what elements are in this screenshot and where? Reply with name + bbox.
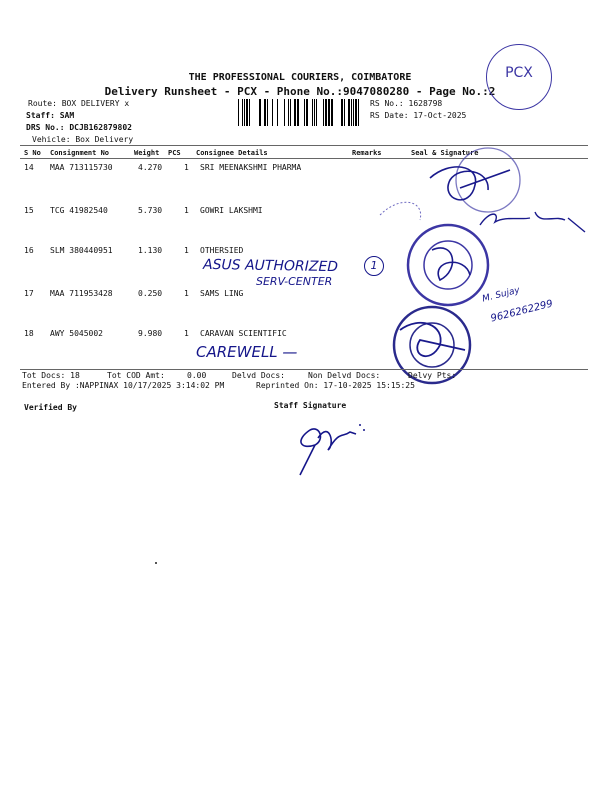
tot-cod-label: Tot COD Amt: bbox=[107, 371, 165, 380]
handwritten-name: M. Sujay bbox=[481, 285, 521, 305]
barcode-bar bbox=[290, 99, 291, 126]
row-pcs: 1 bbox=[184, 246, 189, 255]
col-sno: S No bbox=[24, 149, 41, 157]
col-pcs: PCS bbox=[168, 149, 181, 157]
barcode-bar bbox=[331, 99, 333, 126]
row-weight: 1.130 bbox=[138, 246, 163, 255]
delvd-docs: Delvd Docs: bbox=[232, 371, 285, 380]
row-pcs: 1 bbox=[184, 289, 189, 298]
barcode-bar bbox=[238, 99, 239, 126]
staff-signature-mark bbox=[280, 410, 370, 480]
row-consignment: TCG 41982540 bbox=[50, 206, 108, 215]
barcode bbox=[238, 99, 366, 126]
row-sno: 17 bbox=[24, 289, 34, 298]
col-consignee: Consignee Details bbox=[196, 149, 268, 157]
delvy-pts: Delvy Pts: bbox=[408, 371, 457, 380]
barcode-bar bbox=[294, 99, 296, 126]
row-consignment: MAA 713115730 bbox=[50, 163, 113, 172]
signature-sci bbox=[400, 323, 465, 356]
barcode-bar bbox=[288, 99, 289, 126]
barcode-bar bbox=[277, 99, 278, 126]
signature-right bbox=[480, 212, 585, 232]
stamp-top-ring bbox=[456, 148, 520, 212]
pcx-stamp-text: PCX bbox=[505, 65, 533, 81]
tot-cod-value: 0.00 bbox=[187, 371, 207, 380]
row-consignee: CARAVAN SCIENTIFIC bbox=[200, 329, 287, 338]
barcode-bar bbox=[297, 99, 299, 126]
entered-by: Entered By :NAPPINAX 10/17/2025 3:14:02 PM bbox=[22, 381, 225, 390]
barcode-bar bbox=[246, 99, 248, 126]
row-consignment: MAA 711953428 bbox=[50, 289, 113, 298]
barcode-bar bbox=[306, 99, 308, 126]
stamp-ram-outer bbox=[408, 225, 488, 305]
signature-top bbox=[430, 167, 510, 200]
barcode-bar bbox=[249, 99, 250, 126]
handwritten-carewell: CAREWELL — bbox=[196, 343, 298, 361]
barcode-bar bbox=[341, 99, 343, 126]
rs-number: RS No.: 1628798 bbox=[370, 99, 443, 108]
handwritten-circled-number: 1 bbox=[364, 256, 384, 276]
row-consignment: AWY 5045002 bbox=[50, 329, 103, 338]
signature-ram bbox=[432, 248, 470, 280]
staff-signature-label: Staff Signature bbox=[274, 401, 347, 410]
barcode-bar bbox=[244, 99, 245, 126]
barcode-bar bbox=[314, 99, 315, 126]
company-title: THE PROFESSIONAL COURIERS, COIMBATORE bbox=[188, 72, 412, 83]
footer-rule bbox=[20, 369, 588, 370]
barcode-bar bbox=[323, 99, 324, 126]
col-seal: Seal & Signature bbox=[411, 149, 479, 157]
seals-and-signatures bbox=[370, 140, 595, 390]
staff-label: Staff: SAM bbox=[26, 111, 75, 120]
tot-docs: Tot Docs: 18 bbox=[22, 371, 80, 380]
stamp-sci-inner bbox=[410, 323, 454, 367]
barcode-bar bbox=[325, 99, 327, 126]
row-weight: 5.730 bbox=[138, 206, 163, 215]
barcode-bar bbox=[259, 99, 261, 126]
row-sno: 18 bbox=[24, 329, 34, 338]
col-weight: Weight bbox=[134, 149, 160, 157]
vehicle-label: Vehicle: Box Delivery bbox=[32, 135, 134, 144]
row-consignee: OTHERSIED bbox=[200, 246, 244, 255]
row-consignee: SRI MEENAKSHMI PHARMA bbox=[200, 163, 302, 172]
row-weight: 9.980 bbox=[138, 329, 163, 338]
barcode-bar bbox=[353, 99, 354, 126]
handwritten-asus: ASUS AUTHORIZED bbox=[202, 256, 339, 276]
barcode-bar bbox=[304, 99, 305, 126]
barcode-bar bbox=[344, 99, 345, 126]
barcode-bar bbox=[264, 99, 266, 126]
non-delvd-docs: Non Delvd Docs: bbox=[308, 371, 381, 380]
handwritten-serv-center: SERV-CENTER bbox=[256, 275, 333, 288]
barcode-bar bbox=[316, 99, 317, 126]
row-consignment: SLM 380440951 bbox=[50, 246, 113, 255]
barcode-bar bbox=[242, 99, 243, 126]
row-consignee: SAMS LING bbox=[200, 289, 244, 298]
row-pcs: 1 bbox=[184, 329, 189, 338]
swirl-mark bbox=[380, 202, 421, 220]
barcode-bar bbox=[272, 99, 273, 126]
barcode-bar bbox=[284, 99, 285, 126]
stamp-ram-inner bbox=[424, 241, 472, 289]
row-sno: 14 bbox=[24, 163, 34, 172]
row-weight: 4.270 bbox=[138, 163, 163, 172]
barcode-bar bbox=[348, 99, 350, 126]
speck bbox=[155, 562, 157, 564]
route-label: Route: BOX DELIVERY x bbox=[28, 99, 130, 108]
barcode-bar bbox=[312, 99, 313, 126]
barcode-bar bbox=[358, 99, 359, 126]
row-sno: 16 bbox=[24, 246, 34, 255]
barcode-bar bbox=[351, 99, 352, 126]
drs-number: DRS No.: DCJB162879802 bbox=[26, 123, 132, 132]
rs-date: RS Date: 17-Oct-2025 bbox=[370, 111, 467, 120]
pcx-stamp bbox=[486, 44, 552, 110]
barcode-bar bbox=[267, 99, 268, 126]
row-consignee: GOWRI LAKSHMI bbox=[200, 206, 263, 215]
row-pcs: 1 bbox=[184, 163, 189, 172]
barcode-bar bbox=[355, 99, 357, 126]
row-weight: 0.250 bbox=[138, 289, 163, 298]
row-sno: 15 bbox=[24, 206, 34, 215]
col-remarks: Remarks bbox=[352, 149, 382, 157]
barcode-bar bbox=[328, 99, 330, 126]
verified-by-label: Verified By bbox=[24, 403, 77, 412]
reprinted-on: Reprinted On: 17-10-2025 15:15:25 bbox=[256, 381, 415, 390]
runsheet-title: Delivery Runsheet - PCX - Phone No.:9047080280 - Page No.:2 bbox=[104, 85, 496, 98]
handwritten-phone: 9626262299 bbox=[489, 298, 555, 325]
row-pcs: 1 bbox=[184, 206, 189, 215]
col-consignment: Consignment No bbox=[50, 149, 110, 157]
